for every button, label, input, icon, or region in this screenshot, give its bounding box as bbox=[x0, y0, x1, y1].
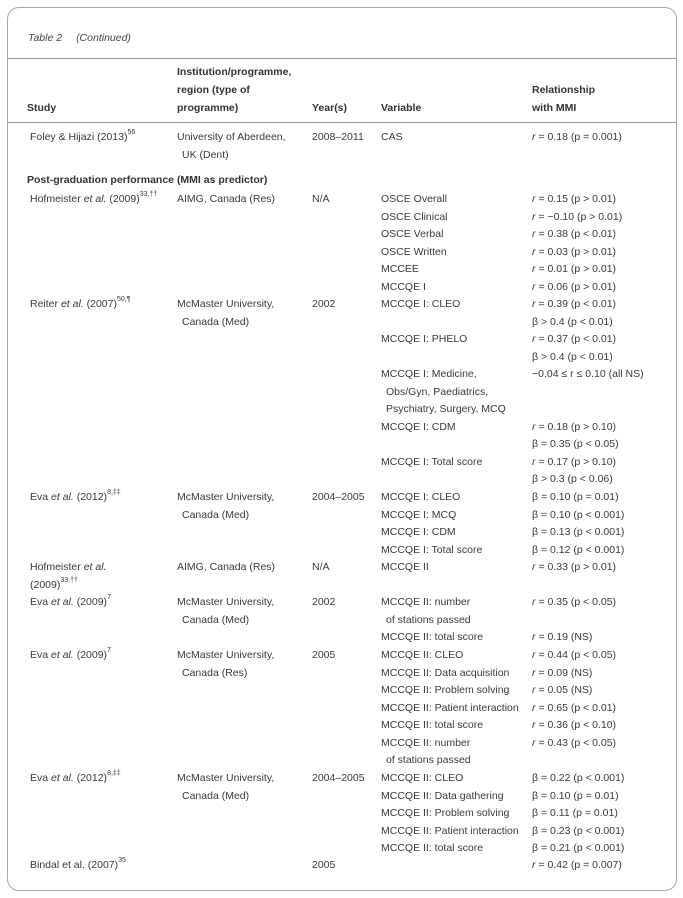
rel-value: = 0.39 (p < 0.01) bbox=[535, 298, 617, 310]
institution-line: Canada (Med) bbox=[182, 508, 250, 521]
row-variable: MCCQE I: CDM bbox=[381, 420, 456, 433]
row-relationship bbox=[532, 594, 616, 612]
rel-value: = −0.10 (p > 0.01) bbox=[535, 210, 623, 223]
rel-symbol: r bbox=[532, 455, 536, 468]
rel-value: = 0.44 (p < 0.05) bbox=[535, 649, 617, 661]
row-variable: MCCQE I: CLEO bbox=[381, 491, 461, 503]
row-years: 2002 bbox=[312, 596, 336, 608]
study-author: Eva bbox=[30, 772, 52, 784]
row-relationship bbox=[532, 629, 592, 647]
rel-value: = 0.03 (p > 0.01) bbox=[535, 245, 617, 258]
institution-line: McMaster University, bbox=[177, 596, 275, 608]
row-relationship bbox=[532, 314, 613, 332]
first-row-institution-line: UK (Dent) bbox=[182, 148, 229, 161]
rel-value: = 0.17 (p > 0.10) bbox=[535, 455, 617, 468]
rel-symbol: r bbox=[532, 649, 536, 661]
row-study bbox=[30, 857, 126, 875]
study-line bbox=[30, 857, 126, 875]
row-variable: MCCQE I: Total score bbox=[381, 543, 483, 556]
row-variable: of stations passed bbox=[386, 613, 471, 626]
rel-symbol: r bbox=[532, 228, 536, 240]
row-variable: MCCQE II: CLEO bbox=[381, 772, 464, 784]
row-variable: MCCQE II: Patient interaction bbox=[381, 824, 519, 837]
rel-symbol: r bbox=[532, 280, 536, 293]
first-row-study bbox=[30, 129, 135, 147]
rel-value: = 0.42 (p = 0.007) bbox=[535, 859, 622, 871]
header-institution-line: programme) bbox=[177, 102, 239, 114]
rel-symbol: r bbox=[532, 631, 536, 643]
row-variable: MCCQE I: CDM bbox=[381, 526, 456, 538]
study-author: Reiter bbox=[30, 298, 61, 310]
section-title: Post-graduation performance (MMI as predictor) bbox=[27, 174, 268, 186]
rel-value: β = 0.10 (p = 0.01) bbox=[532, 491, 619, 503]
header-relationship-line: with MMI bbox=[532, 102, 577, 114]
header-institution-line: Institution/programme, bbox=[177, 66, 292, 78]
row-variable: of stations passed bbox=[386, 754, 471, 766]
row-variable: OSCE Written bbox=[381, 245, 447, 258]
study-ref: 8,‡‡ bbox=[107, 770, 121, 778]
institution-line: Canada (Med) bbox=[182, 613, 250, 626]
study-line bbox=[30, 647, 111, 665]
study-etal: et al. bbox=[60, 298, 84, 310]
study-author: Eva bbox=[30, 596, 52, 608]
row-relationship bbox=[532, 717, 616, 735]
study-author: Hofmeister bbox=[30, 561, 84, 573]
row-relationship bbox=[532, 665, 592, 683]
study-etal: et al. bbox=[83, 561, 107, 573]
rel-value: = 0.37 (p < 0.01) bbox=[535, 333, 617, 345]
study-author: Hofmeister bbox=[30, 193, 84, 205]
rel-value: β = 0.13 (p < 0.001) bbox=[532, 526, 625, 538]
row-relationship bbox=[532, 366, 644, 384]
header-rule bbox=[8, 122, 677, 123]
rel-symbol: r bbox=[532, 333, 536, 345]
rel-value: −0.04 ≤ r ≤ 0.10 (all NS) bbox=[532, 368, 644, 380]
study-ref: 8,‡‡ bbox=[107, 489, 121, 497]
rel-symbol: r bbox=[532, 859, 536, 871]
rel-value: β = 0.22 (p < 0.001) bbox=[532, 772, 625, 784]
row-years: N/A bbox=[312, 561, 330, 573]
row-variable: MCCQE I: Total score bbox=[381, 455, 483, 468]
row-relationship bbox=[532, 857, 622, 875]
institution-line: Canada (Med) bbox=[182, 789, 250, 802]
header-variable: Variable bbox=[381, 102, 422, 114]
rel-value: β > 0.4 (p < 0.01) bbox=[532, 350, 613, 363]
study-year: (2012) bbox=[73, 491, 108, 503]
rel-symbol: r bbox=[532, 298, 536, 310]
row-study bbox=[30, 296, 130, 314]
study-line bbox=[30, 577, 106, 595]
row-variable: MCCQE I: Medicine, bbox=[381, 368, 477, 380]
study-year: (2012) bbox=[73, 772, 108, 784]
row-relationship bbox=[532, 770, 624, 788]
study-ref: 33,†† bbox=[60, 576, 78, 584]
row-variable: MCCQE II: Problem solving bbox=[381, 684, 510, 696]
rel-value: = 0.09 (NS) bbox=[535, 666, 593, 679]
rel-value: = 0.65 (p < 0.01) bbox=[535, 701, 617, 714]
table-status: (Continued) bbox=[76, 32, 131, 44]
row-years: 2005 bbox=[312, 859, 336, 871]
row-relationship bbox=[532, 542, 624, 560]
institution-line: Canada (Med) bbox=[182, 315, 250, 328]
row-institution bbox=[177, 594, 274, 629]
header-relationship bbox=[532, 81, 595, 117]
study-etal: et al. bbox=[51, 596, 74, 608]
row-variable: MCCQE II: Patient interaction bbox=[381, 701, 519, 714]
row-relationship bbox=[532, 507, 624, 525]
rel-value: β = 0.11 (p = 0.01) bbox=[532, 807, 618, 819]
rel-value: β = 0.35 (p < 0.05) bbox=[532, 438, 619, 450]
first-row-years: 2008–2011 bbox=[312, 131, 364, 143]
rel-value: = 0.05 (NS) bbox=[535, 684, 593, 696]
institution-line: AIMG, Canada (Res) bbox=[177, 193, 276, 205]
study-etal: et al. bbox=[51, 772, 74, 784]
row-relationship bbox=[532, 735, 616, 753]
study-ref: 7 bbox=[107, 647, 111, 655]
study-year: (2009) bbox=[73, 596, 108, 608]
row-variable: MCCQE II: number bbox=[381, 736, 471, 749]
first-row-rel-symbol: r bbox=[532, 131, 536, 143]
row-relationship bbox=[532, 331, 616, 349]
rel-value: β = 0.12 (p < 0.001) bbox=[532, 543, 625, 556]
study-line bbox=[30, 191, 157, 209]
study-year: (2009) bbox=[106, 193, 140, 205]
row-variable: MCCQE II: CLEO bbox=[381, 649, 464, 661]
rel-value: β = 0.10 (p = 0.01) bbox=[532, 789, 619, 802]
row-variable: MCCQE I: PHELO bbox=[381, 333, 468, 345]
header-institution-line: region (type of bbox=[177, 84, 250, 96]
rel-symbol: r bbox=[532, 420, 536, 433]
row-study bbox=[30, 594, 111, 612]
rel-value: β > 0.3 (p < 0.06) bbox=[532, 473, 613, 485]
row-study bbox=[30, 647, 111, 665]
rel-value: = 0.43 (p < 0.05) bbox=[535, 736, 617, 749]
row-relationship bbox=[532, 454, 616, 472]
row-relationship bbox=[532, 191, 616, 209]
study-etal: et al. bbox=[51, 649, 74, 661]
row-years: 2002 bbox=[312, 298, 336, 310]
study-ref: 50,¶ bbox=[116, 296, 131, 304]
row-relationship bbox=[532, 840, 624, 858]
row-variable: MCCQE II: total score bbox=[381, 719, 484, 731]
first-row-rel-value: = 0.18 (p = 0.001) bbox=[535, 131, 622, 143]
study-year: (2007) bbox=[83, 298, 117, 310]
row-study bbox=[30, 559, 106, 594]
row-study bbox=[30, 489, 121, 507]
first-row-institution bbox=[177, 129, 286, 164]
row-relationship bbox=[532, 226, 616, 244]
rel-symbol: r bbox=[532, 210, 536, 223]
row-variable: MCCQE II: Data acquisition bbox=[381, 666, 510, 679]
first-row-institution-line: University of Aberdeen, bbox=[177, 131, 286, 143]
row-variable: MCCQE I: MCQ bbox=[381, 508, 457, 521]
rel-symbol: r bbox=[532, 701, 536, 714]
first-row-relationship bbox=[532, 129, 622, 147]
rel-value: = 0.15 (p > 0.01) bbox=[535, 193, 617, 205]
study-line bbox=[30, 594, 111, 612]
row-variable: Obs/Gyn, Paediatrics, bbox=[386, 385, 489, 398]
study-line bbox=[30, 296, 130, 314]
header-institution bbox=[177, 63, 291, 117]
row-variable: OSCE Overall bbox=[381, 193, 447, 205]
study-line bbox=[30, 559, 106, 577]
row-relationship bbox=[532, 559, 616, 577]
study-line bbox=[30, 770, 121, 788]
rel-symbol: r bbox=[532, 561, 536, 573]
row-relationship bbox=[532, 261, 616, 279]
row-institution bbox=[177, 296, 274, 331]
row-institution bbox=[177, 489, 274, 524]
header-study: Study bbox=[27, 102, 57, 114]
row-relationship bbox=[532, 805, 618, 823]
row-relationship bbox=[532, 349, 613, 367]
row-institution bbox=[177, 770, 274, 805]
row-relationship bbox=[532, 296, 616, 314]
header-relationship-line: Relationship bbox=[532, 84, 596, 96]
study-author: Eva bbox=[30, 491, 52, 503]
rel-symbol: r bbox=[532, 596, 536, 608]
rel-value: β > 0.4 (p < 0.01) bbox=[532, 315, 613, 328]
study-etal: et al. bbox=[83, 193, 107, 205]
row-relationship bbox=[532, 471, 613, 489]
row-variable: MCCQE II: number bbox=[381, 596, 471, 608]
study-author: Eva bbox=[30, 649, 52, 661]
study-author: Bindal et al. (2007) bbox=[30, 859, 119, 871]
rel-value: = 0.06 (p > 0.01) bbox=[535, 280, 617, 293]
row-variable: MCCQE I: CLEO bbox=[381, 298, 461, 310]
first-row-study-text: Foley & Hijazi (2013) bbox=[30, 131, 128, 143]
first-row-variable: CAS bbox=[381, 131, 403, 143]
rel-value: β = 0.23 (p < 0.001) bbox=[532, 824, 625, 837]
row-years: N/A bbox=[312, 193, 330, 205]
row-relationship bbox=[532, 647, 616, 665]
row-variable: MCCQE II: Problem solving bbox=[381, 807, 510, 819]
first-row-study-ref: 56 bbox=[127, 129, 136, 137]
rel-value: = 0.19 (NS) bbox=[535, 631, 593, 643]
row-variable: MCCQE II: total score bbox=[381, 842, 484, 854]
rel-symbol: r bbox=[532, 193, 536, 205]
row-relationship bbox=[532, 436, 619, 454]
row-variable: OSCE Clinical bbox=[381, 210, 448, 223]
top-rule bbox=[8, 58, 677, 59]
row-variable: OSCE Verbal bbox=[381, 228, 444, 240]
table-label: Table 2 bbox=[28, 32, 63, 44]
rel-symbol: r bbox=[532, 666, 536, 679]
rel-value: = 0.36 (p < 0.10) bbox=[535, 719, 617, 731]
rel-symbol: r bbox=[532, 245, 536, 258]
table-frame bbox=[7, 7, 677, 891]
institution-line: AIMG, Canada (Res) bbox=[177, 561, 276, 573]
row-relationship bbox=[532, 788, 619, 806]
study-ref: 7 bbox=[107, 594, 111, 602]
study-year: (2009) bbox=[73, 649, 108, 661]
study-author: (2009) bbox=[30, 578, 61, 591]
row-relationship bbox=[532, 524, 624, 542]
row-relationship bbox=[532, 244, 616, 262]
institution-line: McMaster University, bbox=[177, 298, 275, 310]
row-relationship bbox=[532, 279, 616, 297]
rel-value: β = 0.10 (p < 0.001) bbox=[532, 508, 625, 521]
institution-line: Canada (Res) bbox=[182, 666, 248, 679]
rel-value: = 0.01 (p > 0.01) bbox=[535, 263, 617, 275]
row-years: 2005 bbox=[312, 649, 336, 661]
institution-line: McMaster University, bbox=[177, 491, 275, 503]
row-relationship bbox=[532, 823, 624, 841]
row-study bbox=[30, 191, 157, 209]
row-variable: MCCQE II: Data gathering bbox=[381, 789, 504, 802]
rel-value: = 0.35 (p < 0.05) bbox=[535, 596, 617, 608]
row-study bbox=[30, 770, 121, 788]
row-relationship bbox=[532, 700, 616, 718]
rel-symbol: r bbox=[532, 719, 536, 731]
rel-symbol: r bbox=[532, 684, 536, 696]
row-relationship bbox=[532, 209, 622, 227]
row-institution bbox=[177, 191, 275, 209]
row-relationship bbox=[532, 682, 592, 700]
study-etal: et al. bbox=[51, 491, 74, 503]
row-variable: Psychiatry, Surgery, MCQ bbox=[386, 403, 506, 415]
row-relationship bbox=[532, 489, 619, 507]
row-institution bbox=[177, 647, 274, 682]
study-ref: 35 bbox=[118, 857, 126, 865]
rel-value: = 0.33 (p > 0.01) bbox=[535, 561, 617, 573]
row-variable: MCCQE II: total score bbox=[381, 631, 484, 643]
row-institution bbox=[177, 559, 275, 577]
row-variable: MCCEE bbox=[381, 263, 419, 275]
study-ref: 33,†† bbox=[139, 191, 158, 199]
study-line bbox=[30, 489, 121, 507]
row-years: 2004–2005 bbox=[312, 491, 365, 503]
header-years: Year(s) bbox=[312, 102, 348, 114]
rel-value: β = 0.21 (p < 0.001) bbox=[532, 842, 625, 854]
row-relationship bbox=[532, 419, 616, 437]
institution-line: McMaster University, bbox=[177, 772, 275, 784]
row-years: 2004–2005 bbox=[312, 772, 365, 784]
table-caption bbox=[28, 32, 131, 44]
rel-symbol: r bbox=[532, 736, 536, 749]
rel-value: = 0.38 (p < 0.01) bbox=[535, 228, 617, 240]
rel-value: = 0.18 (p > 0.10) bbox=[535, 420, 617, 433]
rel-symbol: r bbox=[532, 263, 536, 275]
row-variable: MCCQE I bbox=[381, 280, 426, 293]
row-variable: MCCQE II bbox=[381, 561, 429, 573]
institution-line: McMaster University, bbox=[177, 649, 275, 661]
